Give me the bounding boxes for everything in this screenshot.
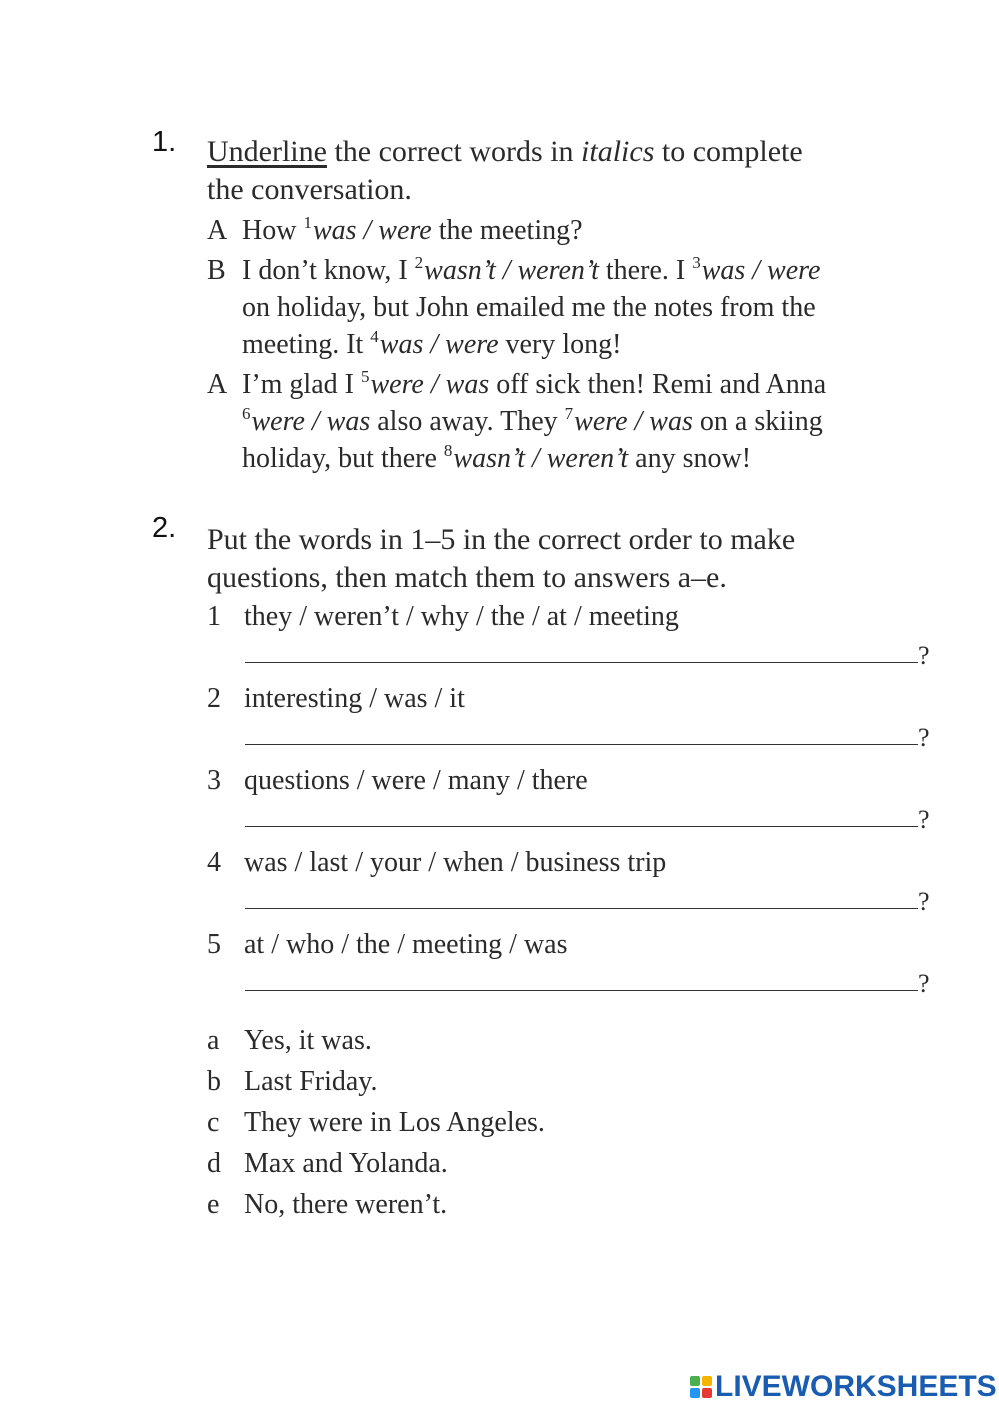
- question-words: interesting / was / it: [244, 683, 465, 714]
- answer-text: Last Friday.: [244, 1066, 378, 1097]
- instruction-text: the correct words in: [326, 135, 582, 168]
- dialogue-text: also away. They: [370, 406, 565, 437]
- question-number: 4: [207, 847, 221, 878]
- logo-square: [690, 1376, 700, 1386]
- question-words: they / weren’t / why / the / at / meeting: [244, 601, 679, 632]
- gap-number: 7: [564, 404, 574, 423]
- question-mark: ?: [918, 723, 930, 752]
- choice-option-2[interactable]: wasn’t / weren’t: [424, 255, 599, 286]
- dialogue-text: very long!: [498, 329, 622, 360]
- question-mark: ?: [918, 969, 930, 998]
- dialogue-text: on a skiing: [692, 406, 823, 437]
- logo-square: [690, 1388, 700, 1398]
- dialogue-text: off sick then! Remi and Anna: [489, 369, 827, 400]
- answer-text: No, there weren’t.: [244, 1189, 448, 1220]
- answer-text: Yes, it was.: [244, 1025, 372, 1056]
- choice-option-5[interactable]: were / was: [370, 369, 490, 400]
- dialogue-text: on holiday, but John emailed me the notes from the: [242, 292, 816, 323]
- instruction-text: the conversation.: [207, 173, 412, 206]
- choice-option-1[interactable]: was / were: [312, 215, 432, 246]
- question-mark: ?: [918, 887, 930, 916]
- answer-letter: b: [207, 1066, 221, 1097]
- dialogue-turn-b: [207, 252, 947, 363]
- question-words: questions / were / many / there: [244, 765, 588, 796]
- liveworksheets-logo-icon: [690, 1376, 712, 1398]
- choice-option-4[interactable]: was / were: [379, 329, 499, 360]
- dialogue-text: there. I: [598, 255, 693, 286]
- choice-option-8[interactable]: wasn’t / weren’t: [453, 443, 629, 474]
- gap-number: 6: [242, 404, 251, 423]
- dialogue-text: How: [242, 215, 304, 246]
- logo-square: [702, 1376, 712, 1386]
- dialogue-text: any snow!: [628, 443, 752, 474]
- question-number: 5: [207, 929, 221, 960]
- dialogue-text: meeting. It: [242, 329, 371, 360]
- question-number: 2: [207, 683, 221, 714]
- answer-line-1[interactable]: [245, 662, 918, 663]
- instruction-underlined-word: Underline: [207, 135, 327, 168]
- dialogue-text: the meeting?: [431, 215, 583, 246]
- instruction-text: Put the words in 1–5 in the correct order to make: [207, 523, 796, 556]
- question-mark: ?: [918, 805, 930, 834]
- answer-line-4[interactable]: [245, 908, 918, 909]
- exercise-2-instruction: [207, 521, 967, 597]
- gap-number: 2: [414, 253, 424, 272]
- gap-number: 1: [303, 213, 312, 232]
- choice-option-7[interactable]: were / was: [574, 406, 693, 437]
- dialogue-text: I’m glad I: [242, 369, 361, 400]
- answer-letter: a: [207, 1025, 220, 1056]
- logo-text: LIVEWORKSHEETS: [715, 1370, 997, 1403]
- exercise-1-instruction: [207, 133, 947, 209]
- question-mark: ?: [918, 641, 930, 670]
- speaker-label: B: [207, 255, 226, 286]
- instruction-text: to complete: [654, 135, 803, 168]
- dialogue-text: I don’t know, I: [242, 255, 415, 286]
- gap-number: 3: [692, 253, 701, 272]
- instruction-italic-word: italics: [581, 135, 655, 168]
- exercise-1-number: 1.: [152, 126, 177, 158]
- dialogue-turn-a2: [207, 366, 947, 477]
- gap-number: 5: [360, 367, 370, 386]
- answer-letter: d: [207, 1148, 221, 1179]
- gap-number: 8: [443, 441, 453, 460]
- choice-option-6[interactable]: were / was: [251, 406, 371, 437]
- question-number: 1: [207, 601, 221, 632]
- question-number: 3: [207, 765, 221, 796]
- answer-line-3[interactable]: [245, 826, 918, 827]
- liveworksheets-logo[interactable]: [690, 1372, 997, 1402]
- speaker-label: A: [207, 215, 228, 246]
- dialogue-text: holiday, but there: [242, 443, 444, 474]
- gap-number: 4: [370, 327, 379, 346]
- answer-line-2[interactable]: [245, 744, 918, 745]
- choice-option-3[interactable]: was / were: [701, 255, 821, 286]
- question-words: at / who / the / meeting / was: [244, 929, 568, 960]
- answer-letter: e: [207, 1189, 220, 1220]
- answer-line-5[interactable]: [245, 990, 918, 991]
- answer-text: They were in Los Angeles.: [244, 1107, 545, 1138]
- question-words: was / last / your / when / business trip: [244, 847, 667, 878]
- logo-square: [702, 1388, 712, 1398]
- exercise-2-number: 2.: [152, 512, 177, 544]
- instruction-text: questions, then match them to answers a–e.: [207, 561, 727, 594]
- dialogue-turn-a1: [207, 212, 947, 249]
- answer-letter: c: [207, 1107, 220, 1138]
- answer-text: Max and Yolanda.: [244, 1148, 448, 1179]
- speaker-label: A: [207, 369, 228, 400]
